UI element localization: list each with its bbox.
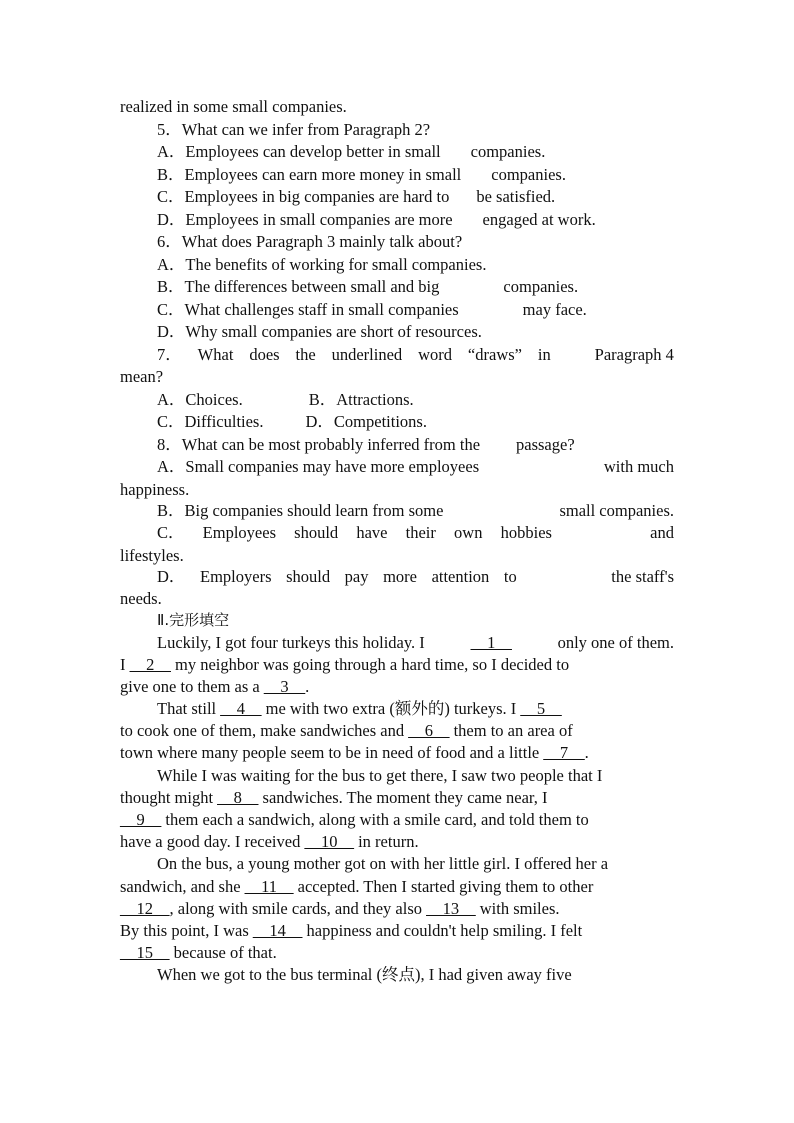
text-span: to cook one of them, make sandwiches and xyxy=(120,721,409,741)
text-span: C．Difficulties. xyxy=(157,412,264,431)
text-span: may face. xyxy=(522,299,587,319)
text-span: A．Small companies may have more employees xyxy=(157,457,480,476)
text-span: because of that. xyxy=(169,943,277,963)
continued-line xyxy=(120,96,674,119)
question-5-option-b xyxy=(120,164,674,187)
question-5-stem xyxy=(120,119,674,142)
blank-12: __12__ xyxy=(120,898,170,918)
text-span: hobbies xyxy=(500,523,552,542)
document-body xyxy=(120,96,674,987)
text-span: town where many people seem to be in need of food and a little xyxy=(120,743,544,763)
text-span: word xyxy=(418,344,452,364)
blank-4: __4__ xyxy=(220,699,262,719)
question-8-option-c-end xyxy=(120,545,674,566)
blank-7: __7__ xyxy=(543,743,585,763)
text-span: companies. xyxy=(503,277,579,296)
text-span: A．Employees can develop better in small xyxy=(157,142,441,161)
text-span: C．Employees in big companies are hard to xyxy=(157,187,450,206)
cloze-line-8 xyxy=(120,787,674,809)
question-8-option-b xyxy=(120,500,674,523)
text-span: 6．What does Paragraph 3 mainly talk about? xyxy=(157,232,463,251)
text-span: with smiles. xyxy=(475,898,560,918)
text-span: By this point, I was xyxy=(120,920,253,940)
text-span: When we got to the bus terminal (终点), I had given away five xyxy=(157,965,572,985)
text-span: 8．What can be most probably inferred from the xyxy=(157,434,481,454)
text-span: does xyxy=(249,344,280,364)
question-5-option-a xyxy=(120,141,674,164)
blank-9: __9__ xyxy=(120,810,162,829)
blank-11: __11__ xyxy=(244,876,294,896)
text-span: only one of them. xyxy=(557,632,674,652)
question-6-stem xyxy=(120,231,674,254)
text-span: , along with smile cards, and they also xyxy=(169,898,427,918)
cloze-line-3 xyxy=(120,676,674,698)
text-span: should xyxy=(286,566,331,586)
text-span: more xyxy=(383,566,417,586)
text-span: happiness and couldn't help smiling. I felt xyxy=(302,920,583,940)
question-7-options-cd xyxy=(120,411,674,434)
text-span: give one to them as a xyxy=(120,676,264,696)
text-span: Employers xyxy=(200,566,272,586)
cloze-line-9 xyxy=(120,809,674,831)
cloze-line-11 xyxy=(120,853,674,875)
question-6-option-d xyxy=(120,321,674,344)
text-span: with much xyxy=(603,457,674,476)
text-span: small companies. xyxy=(559,500,674,520)
cloze-line-10 xyxy=(120,831,674,853)
text-span: engaged at work. xyxy=(482,209,596,229)
text-span: Luckily, I got four turkeys this holiday. I xyxy=(157,632,425,652)
text-span: B．The differences between small and big xyxy=(157,277,440,296)
text-span: B．Big companies should learn from some xyxy=(157,500,444,520)
text-span: 7． xyxy=(157,344,182,364)
text-span: That still xyxy=(157,699,221,719)
text-span: the xyxy=(295,344,316,364)
blank-3: __3__ xyxy=(263,676,306,696)
text-span: thought might xyxy=(120,787,218,807)
text-span: lifestyles. xyxy=(120,545,184,565)
text-span: A．The benefits of working for small companies. xyxy=(157,254,487,274)
text-span: and xyxy=(650,523,674,542)
cloze-line-13 xyxy=(120,898,674,920)
text-span: D．Employees in small companies are more xyxy=(157,209,453,229)
text-span: passage? xyxy=(516,434,575,454)
cloze-line-15 xyxy=(120,942,674,964)
text-span: the staff's xyxy=(611,566,674,586)
text-span: Employees xyxy=(202,523,276,542)
blank-14: __14__ xyxy=(252,920,303,940)
cloze-line-7 xyxy=(120,765,674,787)
text-span: Paragraph 4 xyxy=(594,344,674,364)
cloze-line-16 xyxy=(120,964,674,986)
question-8-option-a-end xyxy=(120,479,674,500)
text-span: D．Why small companies are short of resources. xyxy=(157,322,482,341)
blank-5: __5__ xyxy=(520,699,562,719)
question-8-stem xyxy=(120,434,674,457)
cloze-line-5 xyxy=(120,720,674,742)
text-span: have a good day. I received xyxy=(120,832,305,852)
question-7-stem xyxy=(120,344,674,367)
section-title xyxy=(120,609,674,632)
text-span: C． xyxy=(157,523,185,542)
text-span: my neighbor was going through a hard time, so I decided to xyxy=(170,654,570,674)
text-span: companies. xyxy=(470,142,546,161)
cloze-line-4 xyxy=(120,698,674,720)
blank-6: __6__ xyxy=(408,721,450,741)
text-span: realized in some small companies. xyxy=(120,97,347,116)
text-span: sandwiches. The moment they came near, I xyxy=(258,787,548,807)
question-6-option-a xyxy=(120,254,674,277)
text-span: D．Competitions. xyxy=(305,412,427,431)
text-span: them to an area of xyxy=(449,721,573,741)
cloze-line-12 xyxy=(120,876,674,898)
blank-10: __10__ xyxy=(304,832,354,852)
question-6-option-b xyxy=(120,276,674,299)
blank-13: __13__ xyxy=(426,898,476,918)
text-span: attention xyxy=(431,566,490,586)
text-span: C．What challenges staff in small companies xyxy=(157,299,459,319)
text-span: happiness. xyxy=(120,479,190,499)
text-span: . xyxy=(305,676,310,696)
text-span: to xyxy=(503,566,517,586)
question-7-stem-end xyxy=(120,366,674,389)
text-span: B．Employees can earn more money in small xyxy=(157,164,462,184)
text-span: I xyxy=(120,654,130,674)
question-7-options-ab xyxy=(120,389,674,412)
text-span: companies. xyxy=(491,164,566,184)
text-span: What xyxy=(197,344,234,364)
text-span: in return. xyxy=(353,832,419,852)
question-8-option-d xyxy=(120,566,674,589)
text-span: D． xyxy=(157,566,186,586)
cloze-line-6 xyxy=(120,742,674,764)
text-span: A．Choices. xyxy=(157,389,243,409)
cloze-line-1 xyxy=(120,632,674,654)
text-span: 5．What can we infer from Paragraph 2? xyxy=(157,119,431,139)
question-6-option-c xyxy=(120,299,674,322)
text-span: On the bus, a young mother got on with her little girl. I offered her a xyxy=(157,854,609,874)
question-8-option-c xyxy=(120,522,674,545)
text-span: While I was waiting for the bus to get there, I saw two people that I xyxy=(157,765,603,785)
cloze-line-14 xyxy=(120,920,674,942)
text-span: “draws” xyxy=(467,344,522,364)
text-span: their xyxy=(405,523,436,542)
text-span: sandwich, and she xyxy=(120,876,245,896)
text-span: in xyxy=(537,344,551,364)
text-span: underlined xyxy=(331,344,403,364)
text-span: accepted. Then I started giving them to other xyxy=(293,876,594,896)
text-span: mean? xyxy=(120,367,164,386)
blank-8: __8__ xyxy=(217,787,259,807)
text-span: Ⅱ.完形填空 xyxy=(157,611,230,629)
question-8-option-a xyxy=(120,456,674,479)
text-span: . xyxy=(584,743,589,763)
question-5-option-c xyxy=(120,186,674,209)
question-8-option-d-end xyxy=(120,588,674,609)
text-span: needs. xyxy=(120,589,162,608)
text-span: them each a sandwich, along with a smile card, and told them to xyxy=(161,810,589,829)
text-span: B．Attractions. xyxy=(308,389,414,409)
question-5-option-d xyxy=(120,209,674,232)
text-span: be satisfied. xyxy=(476,187,556,206)
blank-1: __1__ xyxy=(470,632,512,652)
text-span: own xyxy=(454,523,483,542)
text-span: should xyxy=(294,523,339,542)
blank-15: __15__ xyxy=(120,943,170,963)
text-span: me with two extra (额外的) turkeys. I xyxy=(261,699,521,719)
blank-2: __2__ xyxy=(129,654,171,674)
text-span: have xyxy=(356,523,388,542)
text-span: pay xyxy=(344,566,369,586)
cloze-line-2 xyxy=(120,654,674,676)
